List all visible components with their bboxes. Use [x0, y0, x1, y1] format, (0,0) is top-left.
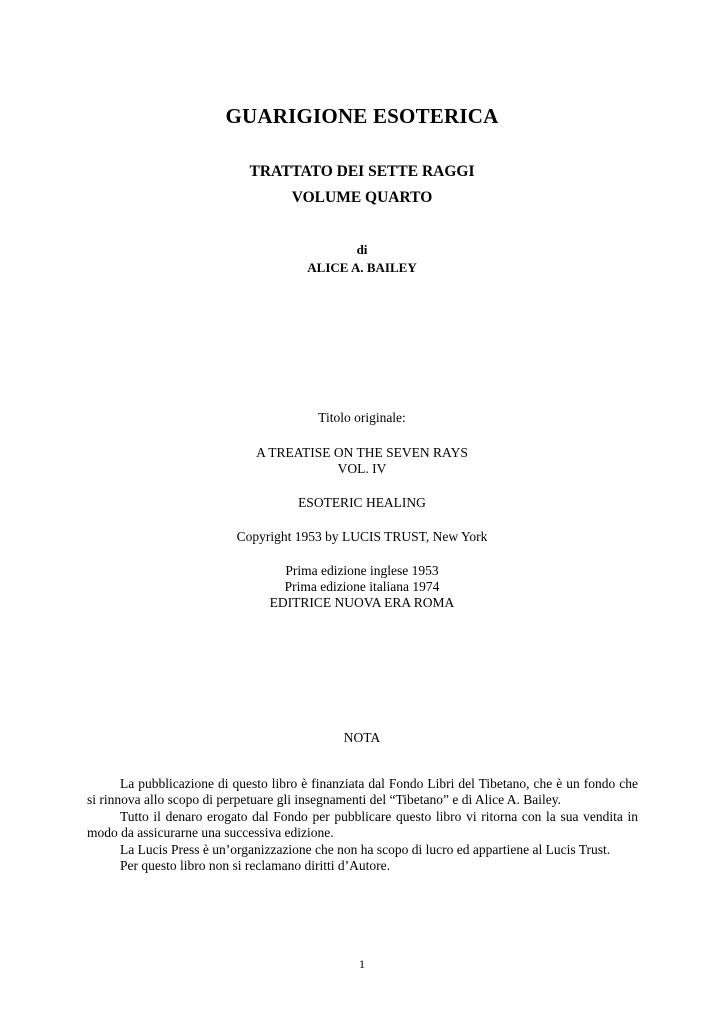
note-heading: NOTA [343, 730, 381, 745]
original-title-label: Titolo originale: [318, 410, 406, 425]
original-title-line2: VOL. IV [337, 461, 387, 476]
note-paragraph: La pubblicazione di questo libro è finanziata dal Fondo Libri del Tibetano, che è un fondo che si rinnova allo scopo di perpetuare gli insegnamenti del “Tibetano” e di Alice A. Bailey. [87, 776, 638, 808]
page-number: 1 [359, 957, 365, 971]
note-paragraph: Per questo libro non si reclamano diritti d’Autore. [120, 858, 390, 874]
book-title: GUARIGIONE ESOTERICA [225, 104, 499, 128]
edition-english: Prima edizione inglese 1953 [285, 563, 439, 578]
series-title: TRATTATO DEI SETTE RAGGI [249, 163, 475, 180]
copyright-line: Copyright 1953 by LUCIS TRUST, New York [236, 529, 488, 544]
original-title-line1: A TREATISE ON THE SEVEN RAYS [256, 445, 468, 460]
publisher-name: EDITRICE NUOVA ERA ROMA [269, 595, 455, 610]
note-paragraph: Tutto il denaro erogato dal Fondo per pubblicare questo libro vi ritorna con la sua vendita in modo da assicurarne una successiva edizione. [87, 808, 638, 841]
volume-title: VOLUME QUARTO [291, 189, 433, 206]
note-paragraph: La Lucis Press è un’organizzazione che non ha scopo di lucro ed appartiene al Lucis Trust. [120, 841, 611, 857]
note-body [87, 776, 638, 874]
author-name: ALICE A. BAILEY [307, 260, 417, 275]
edition-italian: Prima edizione italiana 1974 [284, 579, 440, 594]
by-label: di [356, 242, 368, 257]
original-subtitle: ESOTERIC HEALING [298, 495, 426, 510]
